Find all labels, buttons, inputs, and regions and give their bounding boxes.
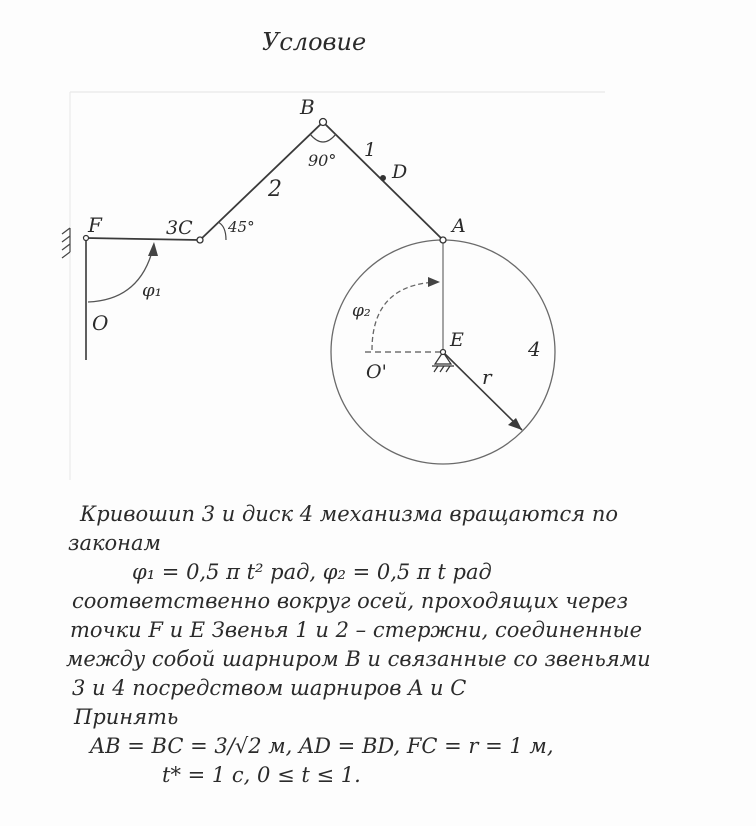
label-phi2: φ₂	[352, 301, 371, 321]
label-E: E	[450, 329, 464, 351]
page-title: Условие	[262, 28, 367, 56]
label-C: 3C	[166, 217, 193, 239]
statement-line: 3 и 4 посредством шарниров A и C	[72, 676, 467, 700]
label-O-prime: O'	[366, 361, 387, 383]
statement-line: между собой шарниром B и связанные со звеньями	[66, 647, 651, 671]
phi2-arrowhead	[428, 277, 440, 287]
label-B: B	[300, 95, 315, 119]
angle-arc-C	[218, 222, 226, 240]
label-link-1: 1	[364, 139, 377, 161]
fixed-support-F	[62, 228, 70, 258]
statement-line: Принять	[74, 705, 179, 729]
statement-formula: φ₁ = 0,5 π t² рад, φ₂ = 0,5 π t рад	[132, 560, 492, 584]
label-angle-B: 90°	[308, 151, 337, 170]
statement-given: AB = BC = 3/√2 м, AD = BD, FC = r = 1 м,	[90, 734, 554, 758]
angle-arc-B	[310, 134, 336, 142]
point-D	[380, 175, 386, 181]
statement-line: соответственно вокруг осей, проходящих через	[72, 589, 629, 613]
label-disk-4: 4	[528, 337, 541, 361]
label-D: D	[392, 161, 408, 183]
problem-statement	[62, 500, 742, 790]
statement-given: t* = 1 с, 0 ≤ t ≤ 1.	[162, 763, 361, 787]
phi2-arc	[372, 282, 438, 350]
label-O: O	[92, 311, 109, 335]
label-link-2: 2	[268, 177, 282, 202]
statement-line: Кривошип 3 и диск 4 механизма вращаются по	[80, 502, 619, 526]
label-A: A	[452, 215, 466, 237]
radius-arrowhead	[508, 418, 522, 430]
hinge-C	[197, 237, 203, 243]
statement-line: точки F и E Звенья 1 и 2 – стержни, соединенные	[70, 618, 643, 642]
label-radius: r	[482, 365, 492, 389]
radius-line	[443, 352, 522, 430]
phi1-arrowhead	[148, 242, 158, 256]
hinge-E	[441, 350, 446, 355]
label-angle-C: 45°	[228, 218, 255, 236]
hinge-B	[320, 119, 327, 126]
label-phi1: φ₁	[142, 280, 162, 301]
hinge-A	[440, 237, 446, 243]
statement-line: законам	[68, 531, 161, 555]
label-F: F	[88, 213, 102, 237]
